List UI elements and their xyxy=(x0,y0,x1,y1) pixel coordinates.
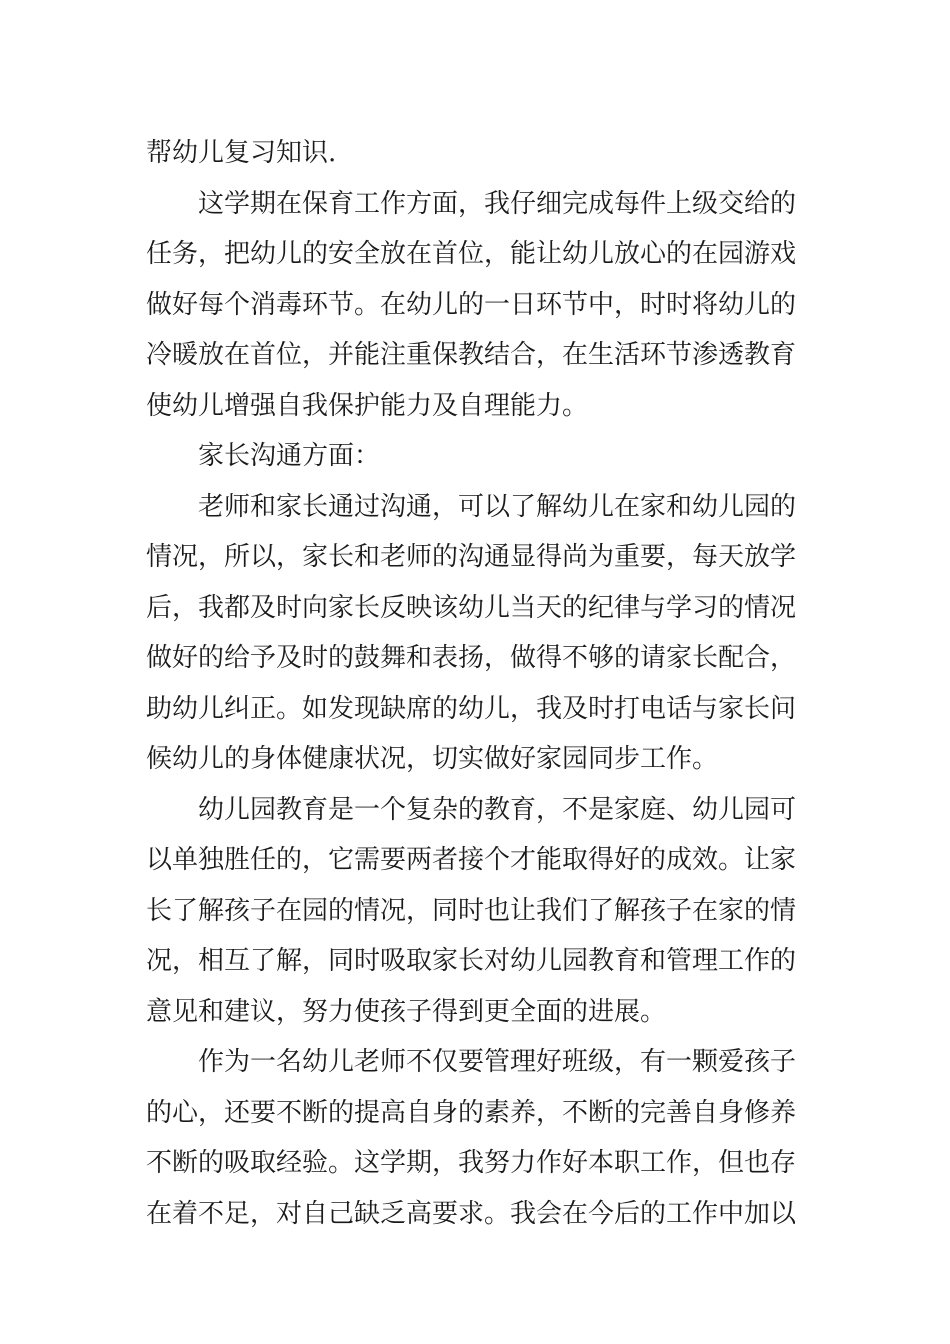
text-line: 做好的给予及时的鼓舞和表扬，做得不够的请家长配合， xyxy=(146,643,797,673)
body-text xyxy=(146,128,810,1239)
text-line: 长了解孩子在园的情况，同时也让我们了解孩子在家的情 xyxy=(146,895,797,926)
text-line: 做好每个消毒环节。在幼儿的一日环节中，时时将幼儿的 xyxy=(146,289,797,320)
text-line: 幼儿园教育是一个复杂的教育，不是家庭、幼儿园可 xyxy=(198,794,797,825)
text-line: 意见和建议，努力使孩子得到更全面的进展。 xyxy=(146,996,667,1027)
text-line: 冷暖放在首位，并能注重保教结合，在生活环节渗透教育 xyxy=(146,340,797,370)
text-line: 况，相互了解，同时吸取家长对幼儿园教育和管理工作的 xyxy=(146,946,797,976)
text-line: 使幼儿增强自我保护能力及自理能力。 xyxy=(146,390,589,421)
text-line: 的心，还要不断的提高自身的素养，不断的完善自身修养 xyxy=(146,1097,797,1128)
text-line: 在着不足，对自己缺乏高要求。我会在今后的工作中加以 xyxy=(146,1198,797,1229)
text-line: 老师和家长通过沟通，可以了解幼儿在家和幼儿园的 xyxy=(198,491,797,522)
text-line: 以单独胜任的，它需要两者接个才能取得好的成效。让家 xyxy=(146,845,797,875)
text-line: 后，我都及时向家长反映该幼儿当天的纪律与学习的情况 xyxy=(146,592,797,623)
section-heading: 家长沟通方面： xyxy=(198,441,381,471)
text-line: 任务，把幼儿的安全放在首位，能让幼儿放心的在园游戏 xyxy=(146,239,797,269)
text-line: 这学期在保育工作方面，我仔细完成每件上级交给的 xyxy=(198,188,797,219)
text-line: 不断的吸取经验。这学期，我努力作好本职工作，但也存 xyxy=(146,1148,797,1178)
text-line: 情况，所以，家长和老师的沟通显得尚为重要，每天放学 xyxy=(146,542,797,572)
text-line: 帮幼儿复习知识. xyxy=(146,138,337,168)
text-line: 助幼儿纠正。如发现缺席的幼儿，我及时打电话与家长问 xyxy=(146,693,797,724)
text-line: 候幼儿的身体健康状况，切实做好家园同步工作。 xyxy=(146,744,719,774)
text-line: 作为一名幼儿老师不仅要管理好班级，有一颗爱孩子 xyxy=(198,1047,797,1077)
